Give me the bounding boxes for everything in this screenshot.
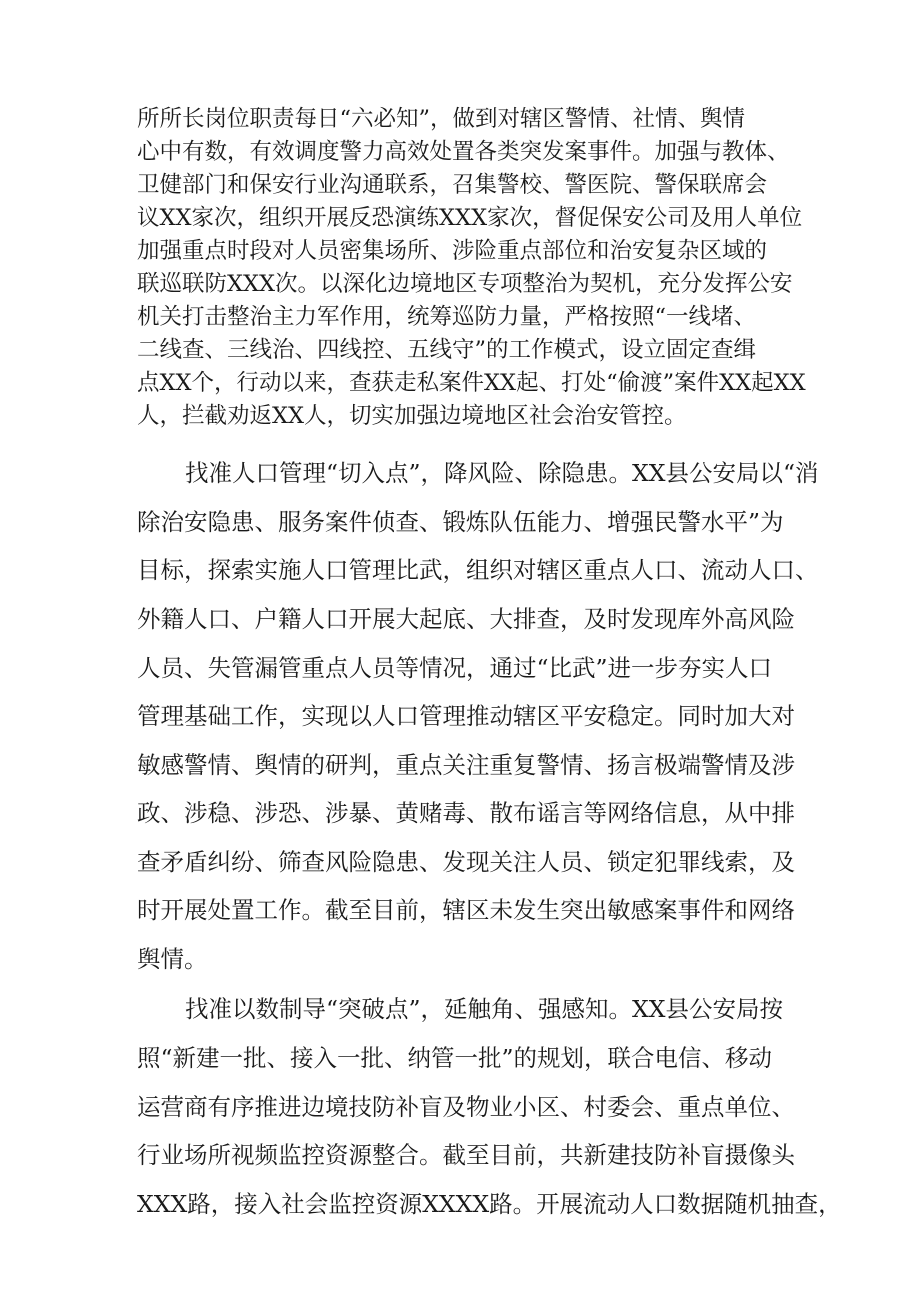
paragraph-line: 议XX家次，组织开展反恐演练XXX家次，督促保安公司及用人单位 [137, 205, 803, 231]
paragraph-line: 管理基础工作，实现以人口管理推动辖区平安稳定。同时加大对 [137, 702, 795, 730]
paragraph-line: 运营商有序推进边境技防补盲及物业小区、村委会、重点单位、 [137, 1093, 795, 1121]
paragraph-line: 所所长岗位职责每日“六必知”，做到对辖区警情、社情、舆情 [137, 106, 746, 132]
paragraph-line: 查矛盾纠纷、筛查风险隐患、发现关注人员、锁定犯罪线索，及 [137, 848, 795, 876]
paragraph-line: 敏感警情、舆情的研判，重点关注重复警情、扬言极端警情及涉 [137, 751, 795, 779]
paragraph-line: 人，拦截劝返XX人，切实加强边境地区社会治安管控。 [137, 403, 687, 429]
paragraph-line: 时开展处置工作。截至目前，辖区未发生突出敏感案事件和网络 [137, 896, 795, 924]
paragraph-line: 加强重点时段对人员密集场所、涉险重点部位和治安复杂区域的 [137, 238, 768, 264]
paragraph-line: 联巡联防XXX次。以深化边境地区专项整治为契机，充分发挥公安 [137, 271, 793, 297]
paragraph-line: 机关打击整治主力军作用，统筹巡防力量，严格按照“一线堵、 [137, 304, 757, 330]
paragraph-line: 外籍人口、户籍人口开展大起底、大排查，及时发现库外高风险 [137, 605, 795, 633]
paragraph-line: XXX路，接入社会监控资源XXXX路。开展流动人口数据随机抽查， [137, 1190, 842, 1218]
paragraph-line: 找准以数制导“突破点”，延触角、强感知。XX县公安局按 [185, 995, 783, 1023]
paragraph-line: 舆情。 [137, 945, 208, 973]
paragraph-line: 卫健部门和保安行业沟通联系，召集警校、警医院、警保联席会 [137, 172, 768, 198]
paragraph-line: 照“新建一批、接入一批、纳管一批”的规划，联合电信、移动 [137, 1044, 773, 1072]
paragraph-line: 心中有数，有效调度警力高效处置各类突发案事件。加强与教体、 [137, 139, 790, 165]
paragraph-line: 找准人口管理“切入点”，降风险、除隐患。XX县公安局以“消 [185, 459, 819, 487]
paragraph-line: 目标，探索实施人口管理比武，组织对辖区重点人口、流动人口、 [137, 556, 819, 584]
paragraph-line: 点XX个，行动以来，查获走私案件XX起、打处“偷渡”案件XX起XX [137, 370, 806, 396]
paragraph-line: 行业场所视频监控资源整合。截至目前，共新建技防补盲摄像头 [137, 1141, 795, 1169]
paragraph-line: 政、涉稳、涉恐、涉暴、黄赌毒、散布谣言等网络信息，从中排 [137, 799, 795, 827]
paragraph-line: 二线查、三线治、四线控、五线守”的工作模式，设立固定查缉 [137, 337, 757, 363]
paragraph-line: 除治安隐患、服务案件侦查、锻炼队伍能力、增强民警水平”为 [137, 508, 784, 536]
paragraph-line: 人员、失管漏管重点人员等情况，通过“比武”进一步夯实人口 [137, 654, 773, 682]
